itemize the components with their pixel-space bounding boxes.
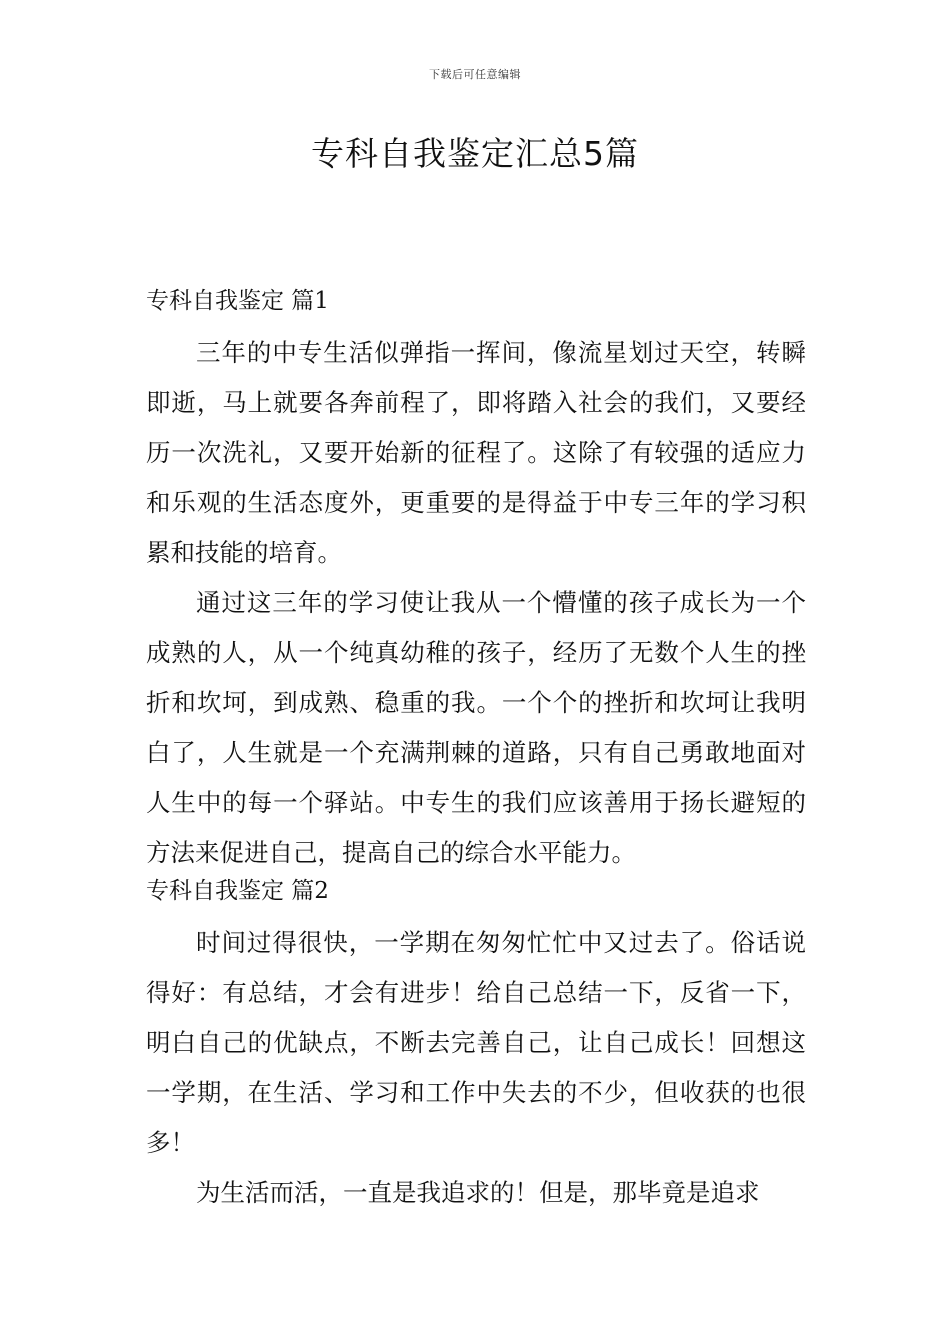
paragraph: 为生活而活，一直是我追求的！但是，那毕竟是追求 xyxy=(196,1178,760,1207)
section-heading: 专科自我鉴定 篇2 xyxy=(146,878,329,904)
paragraph: 时间过得很快，一学期在匆匆忙忙中又过去了。俗话说得好：有总结，才会有进步！给自己总结一下，反省一下，明白自己的优缺点，不断去完善自己，让自己成长！回想这一学期，在生活、学习和工作中失去的不少，但收获的也很多！ xyxy=(146,928,806,1157)
document-title: 专科自我鉴定汇总5篇 xyxy=(311,134,639,173)
paragraph: 三年的中专生活似弹指一挥间，像流星划过天空，转瞬即逝，马上就要各奔前程了，即将踏入社会的我们，又要经历一次洗礼，又要开始新的征程了。这除了有较强的适应力和乐观的生活态度外，更重要的是得益于中专三年的学习积累和技能的培育。 xyxy=(146,338,806,567)
paragraph: 通过这三年的学习使让我从一个懵懂的孩子成长为一个成熟的人，从一个纯真幼稚的孩子，经历了无数个人生的挫折和坎坷，到成熟、稳重的我。一个个的挫折和坎坷让我明白了，人生就是一个充满荆棘的道路，只有自己勇敢地面对人生中的每一个驿站。中专生的我们应该善用于扬长避短的方法来促进自己，提高自己的综合水平能力。 xyxy=(146,588,806,867)
document-body xyxy=(146,282,806,1218)
section-1 xyxy=(146,282,806,878)
header-note: 下载后可任意编辑 xyxy=(429,68,521,81)
section-2 xyxy=(146,872,806,1218)
section-heading: 专科自我鉴定 篇1 xyxy=(146,288,329,314)
